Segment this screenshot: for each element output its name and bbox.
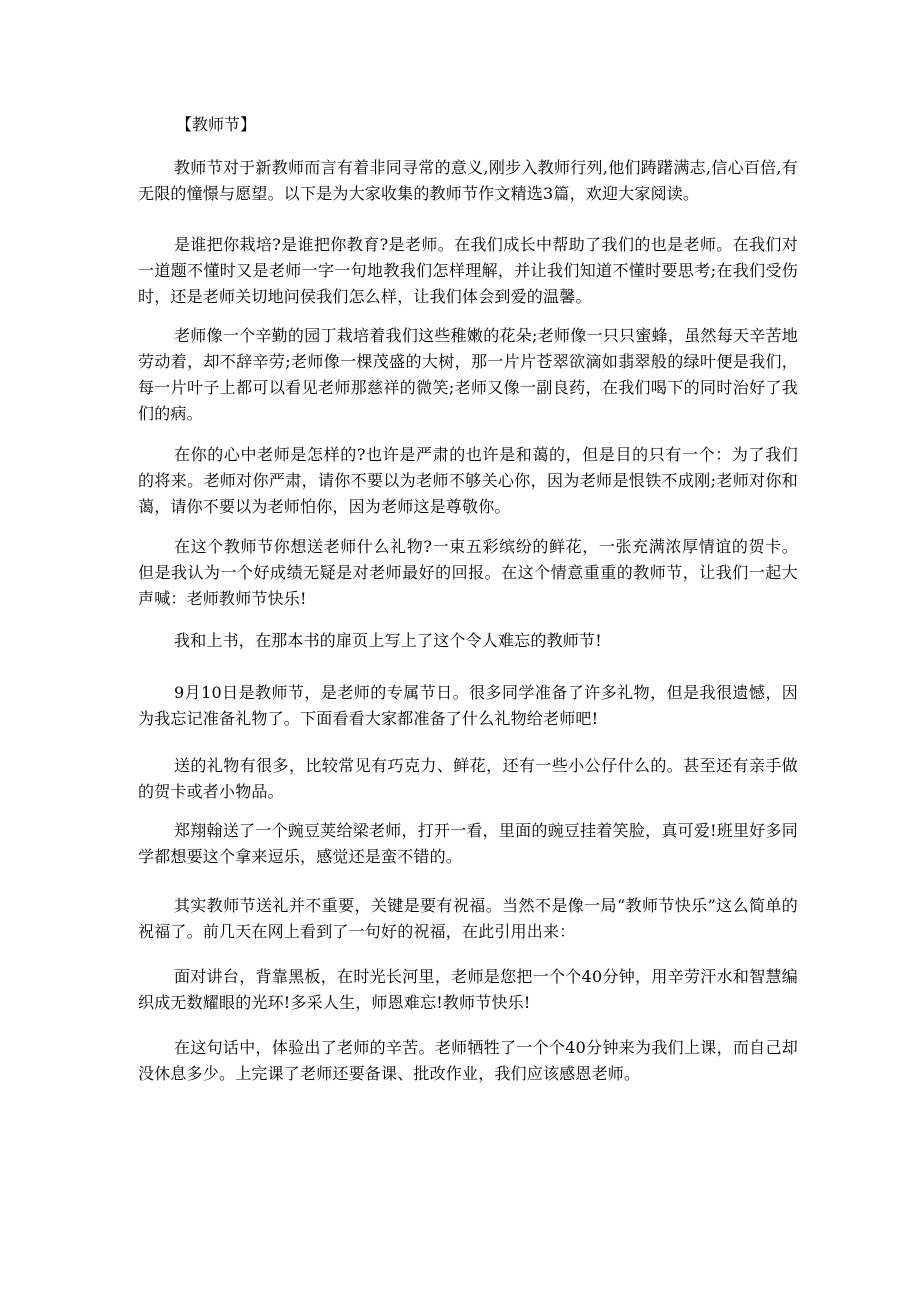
paragraph: 郑翔翰送了一个豌豆荚给梁老师，打开一看，里面的豌豆挂着笑脸，真可爱!班里好多同学都想要这个拿来逗乐，感觉还是蛮不错的。 <box>138 821 798 866</box>
paragraph-conclusion: 在这句话中，体验出了老师的辛苦。老师牺牲了一个个40分钟来为我们上课，而自己却没休息多少。上完课了老师还要备课、批改作业，我们应该感恩老师。 <box>138 1038 798 1083</box>
paragraph: 9月10日是教师节，是老师的专属节日。很多同学准备了许多礼物，但是我很遗憾，因为我忘记准备礼物了。下面看看大家都准备了什么礼物给老师吧! <box>138 683 798 728</box>
paragraph: 送的礼物有很多，比较常见有巧克力、鲜花，还有一些小公仔什么的。甚至还有亲手做的贺卡或者小物品。 <box>138 756 798 801</box>
paragraph: 在你的心中老师是怎样的?也许是严肃的也许是和蔼的，但是目的只有一个：为了我们的将来。老师对你严肃，请你不要以为老师不够关心你，因为老师是恨铁不成刚;老师对你和蔼，请你不要以为老师怕你，因为老师这是尊敬你。 <box>138 445 798 516</box>
paragraph-blessing: 面对讲台，背靠黑板，在时光长河里，老师是您把一个个40分钟，用辛劳汗水和智慧编织成无数耀眼的光环!多采人生，师恩难忘!教师节快乐! <box>138 967 798 1012</box>
paragraph: 我和上书，在那本书的扉页上写上了这个令人难忘的教师节! <box>174 631 602 650</box>
paragraph: 老师像一个辛勤的园丁栽培着我们这些稚嫩的花朵;老师像一只只蜜蜂，虽然每天辛苦地劳动着，却不辞辛劳;老师像一棵茂盛的大树，那一片片苍翠欲滴如翡翠般的绿叶便是我们，每一片叶子上都可以看见老师那慈祥的微笑;老师又像一副良药，在我们喝下的同时治好了我们的病。 <box>138 326 798 423</box>
paragraph: 是谁把你栽培?是谁把你教育?是老师。在我们成长中帮助了我们的也是老师。在我们对一道题不懂时又是老师一字一句地教我们怎样理解，并让我们知道不懂时要思考;在我们受伤时，还是老师关切地问侯我们怎么样，让我们体会到爱的温馨。 <box>138 235 798 306</box>
document-title: 【教师节】 <box>176 115 257 134</box>
paragraph: 其实教师节送礼并不重要，关键是要有祝福。当然不是像一局“教师节快乐”这么简单的祝福了。前几天在网上看到了一句好的祝福，在此引用出来： <box>138 896 798 941</box>
paragraph-intro: 教师节对于新教师而言有着非同寻常的意义,刚步入教师行列,他们踌躇满志,信心百倍,有无限的憧憬与愿望。以下是为大家收集的教师节作文精选3篇，欢迎大家阅读。 <box>138 158 798 203</box>
paragraph: 在这个教师节你想送老师什么礼物?一束五彩缤纷的鲜花，一张充满浓厚情谊的贺卡。但是我认为一个好成绩无疑是对老师最好的回报。在这个情意重重的教师节，让我们一起大声喊：老师教师节快乐! <box>138 537 798 608</box>
